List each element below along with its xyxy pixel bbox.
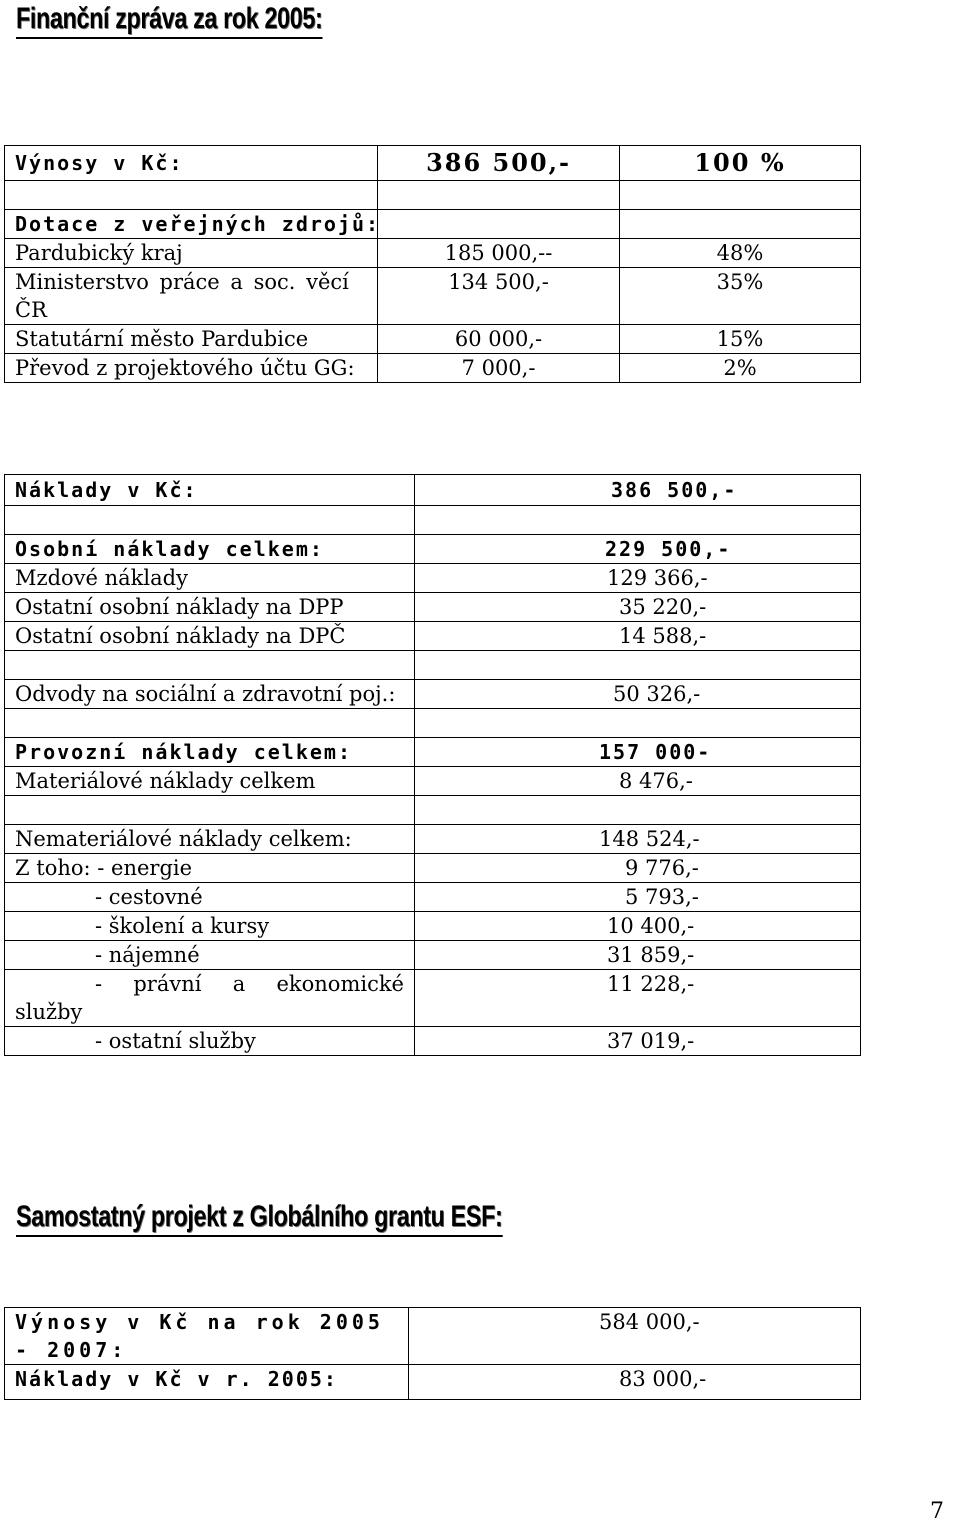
row-label: - cestovné: [5, 883, 415, 912]
table-row: [5, 354, 861, 383]
row-pct: 15%: [620, 325, 861, 354]
table-row: [5, 854, 861, 883]
row-amount: 14 588,-: [415, 622, 861, 651]
row-label: Nemateriálové náklady celkem:: [5, 825, 415, 854]
row-label: Statutární město Pardubice: [5, 325, 378, 354]
table-row: [5, 680, 861, 709]
table-row: [5, 912, 861, 941]
income-total: 386 500,-: [378, 146, 620, 181]
costs-table: [4, 474, 861, 1056]
row-amount: 148 524,-: [415, 825, 861, 854]
row-amount: 134 500,-: [378, 268, 620, 325]
table-row: [5, 883, 861, 912]
row-label: Ministerstvo práce a soc. věcí ČR: [5, 268, 378, 325]
esf-heading-text: Samostatný projekt z Globálního grantu ESF:: [16, 1200, 503, 1233]
operating-title: Provozní náklady celkem:: [5, 738, 415, 767]
row-amount: 35 220,-: [415, 593, 861, 622]
page-number: 7: [930, 1499, 944, 1524]
row-label: Mzdové náklady: [5, 564, 415, 593]
row-label: Z toho: - energie: [5, 854, 415, 883]
row-label: - školení a kursy: [5, 912, 415, 941]
income-total-pct: 100 %: [620, 146, 861, 181]
insurance-amount: 50 326,-: [415, 680, 861, 709]
row-pct: 2%: [620, 354, 861, 383]
table-row: [5, 1365, 861, 1400]
row-pct: 48%: [620, 239, 861, 268]
row-amount: 5 793,-: [415, 883, 861, 912]
table-row: [5, 325, 861, 354]
row-label: - právní a ekonomické služby: [5, 970, 415, 1027]
table-row: [5, 970, 861, 1027]
esf-costs-label: Náklady v Kč v r. 2005:: [5, 1365, 409, 1400]
esf-heading: [16, 1200, 502, 1237]
row-amount: 60 000,-: [378, 325, 620, 354]
esf-income-amount: 584 000,-: [409, 1308, 861, 1365]
insurance-label: Odvody na sociální a zdravotní poj.:: [5, 680, 415, 709]
row-amount: 129 366,-: [415, 564, 861, 593]
row-label: Převod z projektového účtu GG:: [5, 354, 378, 383]
row-label: Ostatní osobní náklady na DPP: [5, 593, 415, 622]
row-amount: 9 776,-: [415, 854, 861, 883]
esf-income-label: Výnosy v Kč na rok 2005 - 2007:: [5, 1308, 409, 1365]
row-amount: 37 019,-: [415, 1027, 861, 1056]
row-label: Pardubický kraj: [5, 239, 378, 268]
costs-total: 386 500,-: [415, 475, 861, 506]
table-row: [5, 941, 861, 970]
table-row: [5, 767, 861, 796]
table-row: [5, 622, 861, 651]
income-title: Výnosy v Kč:: [5, 146, 378, 181]
row-amount: 8 476,-: [415, 767, 861, 796]
report-heading-text: Finanční zpráva za rok 2005:: [16, 2, 323, 35]
grants-title: Dotace z veřejných zdrojů:: [5, 210, 378, 239]
table-row: [5, 564, 861, 593]
table-row: [5, 1308, 861, 1365]
row-label: - nájemné: [5, 941, 415, 970]
esf-table: [4, 1307, 861, 1400]
row-amount: 10 400,-: [415, 912, 861, 941]
table-row: [5, 825, 861, 854]
table-row: [5, 593, 861, 622]
personal-title: Osobní náklady celkem:: [5, 535, 415, 564]
operating-total: 157 000-: [415, 738, 861, 767]
row-label: Materiálové náklady celkem: [5, 767, 415, 796]
costs-title: Náklady v Kč:: [5, 475, 415, 506]
row-amount: 31 859,-: [415, 941, 861, 970]
report-heading: [16, 2, 322, 39]
row-label: - ostatní služby: [5, 1027, 415, 1056]
table-row: [5, 1027, 861, 1056]
personal-total: 229 500,-: [415, 535, 861, 564]
table-row: [5, 268, 861, 325]
row-pct: 35%: [620, 268, 861, 325]
row-label: Ostatní osobní náklady na DPČ: [5, 622, 415, 651]
table-row: [5, 239, 861, 268]
row-amount: 185 000,--: [378, 239, 620, 268]
row-amount: 11 228,-: [415, 970, 861, 1027]
income-table: [4, 145, 861, 383]
esf-costs-amount: 83 000,-: [409, 1365, 861, 1400]
row-amount: 7 000,-: [378, 354, 620, 383]
